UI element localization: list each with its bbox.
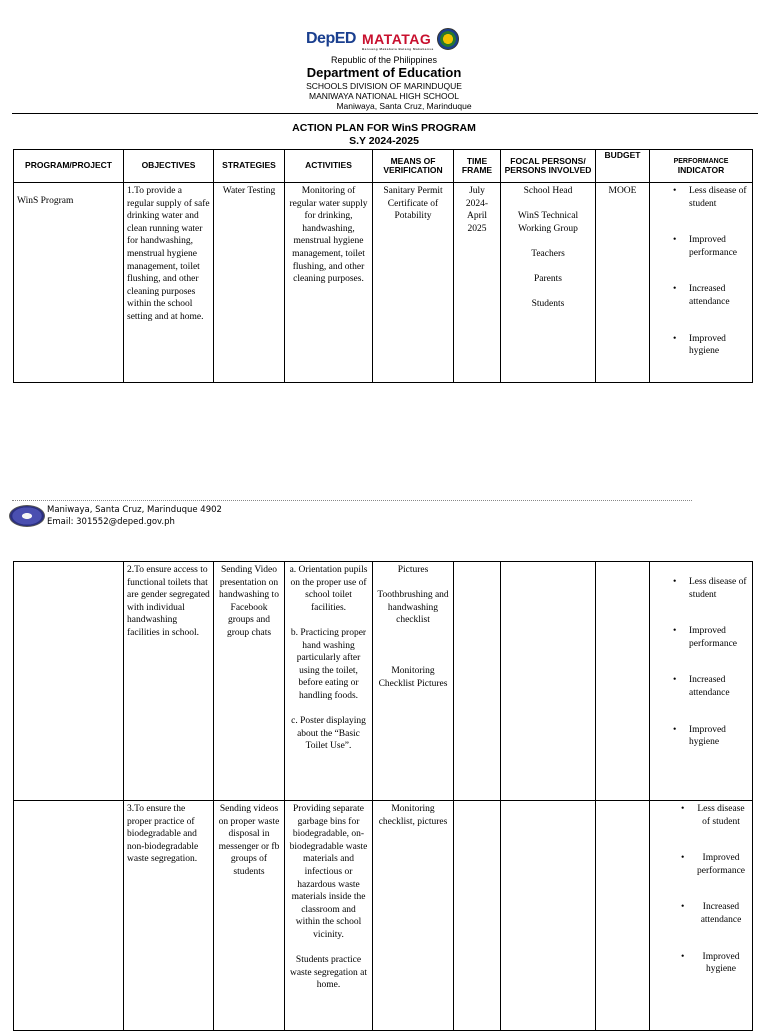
indicator-item: • Less disease of student <box>653 576 749 601</box>
indicator-item: • Improved performance <box>653 234 749 259</box>
department-name: Department of Education <box>306 65 462 80</box>
cell-activity: Monitoring of regular water supply for drinking, handwashing, menstrual hygiene management, toilet flushing, and other cleaning purposes. <box>285 183 373 383</box>
indicator-item: • Improved hygiene <box>653 724 749 749</box>
header-strategies: STRATEGIES <box>214 150 285 183</box>
cell-budget-empty <box>596 801 650 1031</box>
cell-indicators <box>650 183 753 383</box>
letterhead-logos <box>306 26 459 52</box>
footer-email: Email: 301552@deped.gov.ph <box>47 517 175 527</box>
cell-objective: 2.To ensure access to functional toilets that are gender segregated with individual handwashing facilities in school. <box>124 562 214 801</box>
mov-item: Pictures <box>397 565 429 575</box>
cell-mov <box>373 562 454 801</box>
indicator-list <box>653 185 749 358</box>
mov-item: Monitoring Checklist Pictures <box>378 665 448 689</box>
cell-mov: Sanitary Permit Certificate of Potability <box>373 183 454 383</box>
cell-indicators <box>650 562 753 801</box>
cell-activity <box>285 562 373 801</box>
footer-address: Maniwaya, Santa Cruz, Marinduque 4902 <box>47 505 222 515</box>
table-row <box>14 562 753 801</box>
indicator-item: • Increased attendance <box>653 283 749 308</box>
cell-focal-empty <box>501 801 596 1031</box>
indicator-item: • Improved hygiene <box>653 333 749 358</box>
school-seal-icon <box>9 505 45 527</box>
header-timeframe: TIME FRAME <box>454 150 501 183</box>
table-header-row <box>14 150 753 183</box>
indicator-item: • Increased attendance <box>653 674 749 699</box>
footer-divider <box>12 500 692 501</box>
mov-item: Toothbrushing and handwashing checklist <box>377 590 449 626</box>
cell-indicators <box>650 801 753 1031</box>
header-focal: FOCAL PERSONS/ PERSONS INVOLVED <box>501 150 596 183</box>
focal-person: Students <box>531 299 565 310</box>
header-perf-a: PERFORMANCE <box>673 157 729 165</box>
deped-logo: DepED <box>306 30 356 47</box>
cell-timeframe-empty <box>454 801 501 1031</box>
activity-item: Providing separate garbage bins for biodegradable, on-biodegradable waste materials and infectious or hazardous waste materials inside the classroom and within the school vicinity. <box>289 804 368 940</box>
cell-activity <box>285 801 373 1031</box>
table-row <box>14 183 753 383</box>
header-mov: MEANS OF VERIFICATION <box>373 150 454 183</box>
indicator-item: • Improved performance <box>653 852 749 877</box>
plan-title: ACTION PLAN FOR WinS PROGRAM <box>292 122 476 134</box>
indicator-item: • Increased attendance <box>653 901 749 926</box>
cell-timeframe-empty <box>454 562 501 801</box>
focal-person: WinS Technical Working Group <box>517 211 579 234</box>
cell-objective: 3.To ensure the proper practice of biodegradable and non-biodegradable waste segregation. <box>124 801 214 1031</box>
cell-strategy: Sending Video presentation on handwashing to Facebook groups and group chats <box>214 562 285 801</box>
indicator-item: • Improved hygiene <box>653 951 749 976</box>
school-name: MANIWAYA NATIONAL HIGH SCHOOL <box>308 91 460 101</box>
school-year: S.Y 2024-2025 <box>349 135 419 147</box>
indicator-list <box>653 576 749 749</box>
indicator-item: • Less disease of student <box>653 803 749 828</box>
activity-item: Students practice waste segregation at home. <box>289 955 368 991</box>
matatag-tagline: Bansang Makabata Batang Makabansa <box>361 47 434 51</box>
header-divider <box>12 113 758 114</box>
header-objectives: OBJECTIVES <box>124 150 214 183</box>
cell-program-empty <box>14 801 124 1031</box>
division-name: SCHOOLS DIVISION OF MARINDUQUE <box>306 81 462 91</box>
header-program: PROGRAM/PROJECT <box>14 150 124 183</box>
table-row <box>14 801 753 1031</box>
school-address: Maniwaya, Santa Cruz, Marinduque <box>336 101 472 111</box>
republic-line: Republic of the Philippines <box>330 55 438 65</box>
indicator-item: • Less disease of student <box>653 185 749 210</box>
indicator-list <box>653 803 749 976</box>
action-plan-table-page2 <box>13 561 753 1031</box>
action-plan-table-page1 <box>13 149 753 383</box>
matatag-logo-text: MATATAG <box>361 31 432 47</box>
cell-budget: MOOE <box>596 183 650 383</box>
activity-item: a. Orientation pupils on the proper use of school toilet facilities. <box>289 565 368 613</box>
cell-timeframe: July 2024- April 2025 <box>454 183 501 383</box>
cell-program-empty <box>14 562 124 801</box>
cell-program: WinS Program <box>14 183 124 383</box>
cell-objective: 1.To provide a regular supply of safe drinking water and clean running water for handwashing, menstrual hygiene management, toilet flushing, and other cleaning purposes within the school setting and at home. <box>124 183 214 383</box>
cell-focal-empty <box>501 562 596 801</box>
focal-person: Parents <box>534 274 562 285</box>
activity-item: c. Poster displaying about the “Basic Toilet Use”. <box>291 716 366 752</box>
cell-strategy: Water Testing <box>214 183 285 383</box>
header-performance-indicator <box>650 150 753 183</box>
cell-strategy: Sending videos on proper waste disposal in messenger or fb groups of students <box>214 801 285 1031</box>
header-activities: ACTIVITIES <box>285 150 373 183</box>
cell-mov: Monitoring checklist, pictures <box>373 801 454 1031</box>
indicator-item: • Improved performance <box>653 625 749 650</box>
cell-focal <box>501 183 596 383</box>
activity-item: b. Practicing proper hand washing particularly after using the toilet, before eating or handling foods. <box>290 627 367 701</box>
focal-person: Teachers <box>531 248 565 259</box>
matatag-logo <box>361 31 434 51</box>
header-perf-b: INDICATOR <box>677 165 725 175</box>
header-budget: BUDGET <box>596 150 650 183</box>
focal-person: School Head <box>523 186 573 196</box>
deped-seal-icon <box>437 28 459 50</box>
cell-budget-empty <box>596 562 650 801</box>
